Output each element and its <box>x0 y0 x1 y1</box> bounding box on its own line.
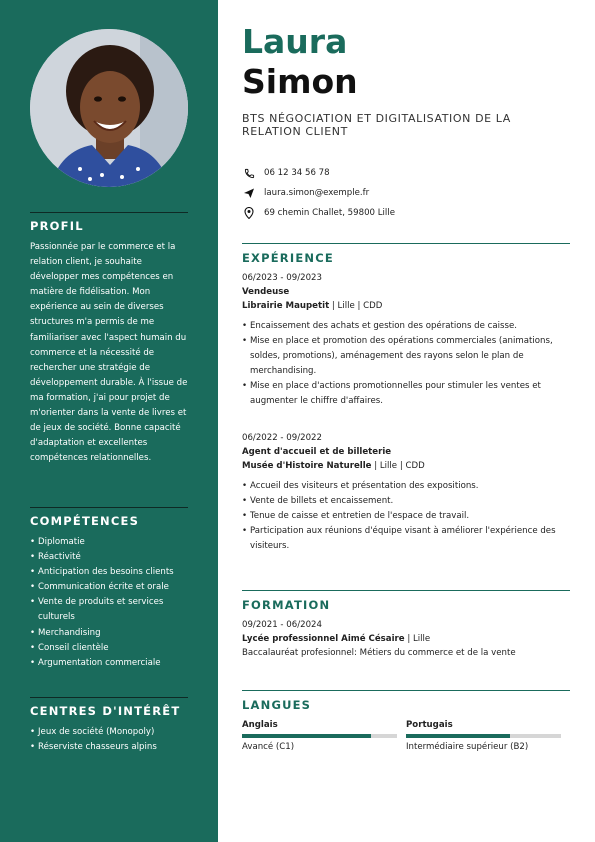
job-entry <box>242 271 570 409</box>
list-item: • Jeux de société (Monopoly) <box>30 725 188 740</box>
contact-email <box>242 183 395 203</box>
list-item: • Vente de billets et encaissement. <box>242 494 570 509</box>
address-text: 69 chemin Challet, 59800 Lille <box>264 208 395 218</box>
list-item: • Conseil clientèle <box>30 641 188 656</box>
list-item: • Accueil des visiteurs et présentation des expositions. <box>242 479 570 494</box>
skills-title: COMPÉTENCES <box>30 514 140 528</box>
divider <box>242 690 570 691</box>
list-item: • Diplomatie <box>30 535 188 550</box>
phone-text[interactable]: 06 12 34 56 78 <box>264 168 330 178</box>
list-item: • Réactivité <box>30 550 188 565</box>
job-company: Librairie Maupetit <box>242 301 330 311</box>
contact-block <box>242 163 395 223</box>
education-school <box>242 632 570 646</box>
first-name: Laura <box>242 22 348 61</box>
education-dates: 09/2021 - 06/2024 <box>242 620 322 630</box>
sidebar <box>0 0 218 842</box>
language-level: Avancé (C1) <box>242 742 295 752</box>
languages-list <box>242 718 570 754</box>
job-role: Vendeuse <box>242 287 290 297</box>
language-bar-fill <box>406 734 510 738</box>
languages-title: LANGUES <box>242 698 312 712</box>
divider <box>30 697 188 698</box>
language-name: Anglais <box>242 720 278 730</box>
education-section <box>242 590 570 660</box>
list-item: • Merchandising <box>30 626 188 641</box>
job-details: | Lille | CDD <box>329 301 383 311</box>
list-item: • Encaissement des achats et gestion des opérations de caisse. <box>242 319 570 334</box>
skills-section <box>30 507 188 671</box>
interests-title: CENTRES D'INTÉRÊT <box>30 704 181 718</box>
profile-section <box>30 212 188 466</box>
profile-title: PROFIL <box>30 219 84 233</box>
experience-section <box>242 243 570 554</box>
job-entry <box>242 431 570 554</box>
education-degree: Baccalauréat profesionnel: Métiers du commerce et de la vente <box>242 648 516 658</box>
divider <box>242 243 570 244</box>
interests-list <box>30 725 188 755</box>
language-level: Intermédiaire supérieur (B2) <box>406 742 529 752</box>
divider <box>242 590 570 591</box>
job-bullets <box>242 479 570 554</box>
list-item: • Réserviste chasseurs alpins <box>30 740 188 755</box>
language-bar <box>242 734 397 738</box>
list-item: • Tenue de caisse et entretien de l'espace de travail. <box>242 509 570 524</box>
email-text[interactable]: laura.simon@exemple.fr <box>264 188 370 198</box>
paper-plane-icon <box>242 186 256 200</box>
job-details: | Lille | CDD <box>371 461 425 471</box>
last-name: Simon <box>242 62 358 101</box>
language-name: Portugais <box>406 720 453 730</box>
phone-icon <box>242 166 256 180</box>
job-company: Musée d'Histoire Naturelle <box>242 461 372 471</box>
job-org <box>242 299 570 313</box>
divider <box>30 212 188 213</box>
interests-section <box>30 697 188 755</box>
language-item <box>406 718 570 754</box>
list-item: • Anticipation des besoins clients <box>30 565 188 580</box>
profile-text: Passionnée par le commerce et la relation client, je souhaite développer mes compétences en matière de fidélisation. Mon expérience au sein de diverses structures m'a permis de me familiariser avec l'aspect humain du commerce et la nécessité de rechercher une stratégie de développement durable. À l'issue de ma formation, j'ai pour projet de m'orienter dans la vente de livres et de jeux de société. Bonne capacité d'adaptation et excellentes compétences relationnelles. <box>30 242 188 464</box>
list-item: • Communication écrite et orale <box>30 580 188 595</box>
list-item: • Mise en place d'actions promotionnelles pour stimuler les ventes et augmenter le chiffre d'affaires. <box>242 379 570 409</box>
profile-photo <box>30 29 188 187</box>
list-item: • Participation aux réunions d'équipe visant à améliorer l'expérience des visiteurs. <box>242 524 570 554</box>
list-item: • Argumentation commerciale <box>30 656 188 671</box>
languages-section <box>242 690 570 754</box>
contact-address <box>242 203 395 223</box>
divider <box>30 507 188 508</box>
language-bar <box>406 734 561 738</box>
location-pin-icon <box>242 206 256 220</box>
job-title: BTS NÉGOCIATION ET DIGITALISATION DE LA RELATION CLIENT <box>242 112 511 138</box>
job-role: Agent d'accueil et de billeterie <box>242 447 392 457</box>
job-org <box>242 459 570 473</box>
experience-title: EXPÉRIENCE <box>242 251 334 265</box>
school-details: | Lille <box>404 634 431 644</box>
education-title: FORMATION <box>242 598 331 612</box>
job-dates: 06/2023 - 09/2023 <box>242 273 322 283</box>
skills-list <box>30 535 188 671</box>
job-bullets <box>242 319 570 409</box>
list-item: • Vente de produits et services culturels <box>30 595 188 625</box>
job-dates: 06/2022 - 09/2022 <box>242 433 322 443</box>
contact-phone <box>242 163 395 183</box>
language-item <box>242 718 406 754</box>
school-name: Lycée professionnel Aimé Césaire <box>242 634 405 644</box>
language-bar-fill <box>242 734 371 738</box>
list-item: • Mise en place et promotion des opérations commerciales (animations, soldes, promotions), aménagement des rayons selon le plan de merchandising. <box>242 334 570 379</box>
